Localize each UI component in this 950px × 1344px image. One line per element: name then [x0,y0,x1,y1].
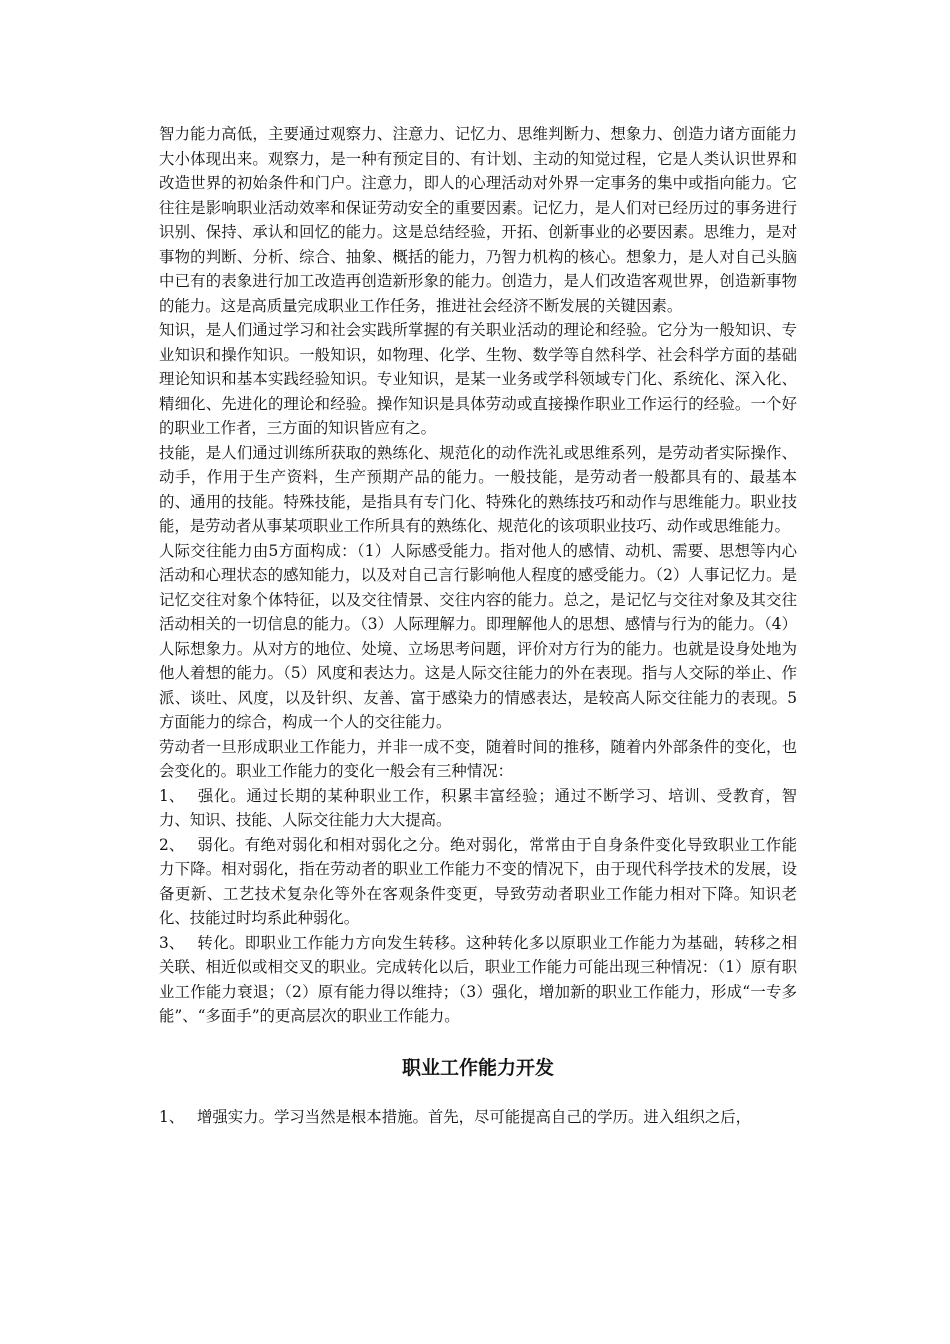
list-number: 1、 [159,1107,185,1126]
list-item-text: 转化。即职业工作能力方向发生转移。这种转化多以原职业工作能力为基础，转移之相关联、相近似或相交叉的职业。完成转化以后，职业工作能力可能出现三种情况：（1）原有职业工作能力衰退；（2）原有能力得以维持；（3）强化，增加新的职业工作能力，形成“一专多能”、“多面手”的更高层次的职业工作能力。 [159,933,797,1025]
section-heading: 职业工作能力开发 [401,1056,554,1079]
list-item-text: 强化。通过长期的某种职业工作，积累丰富经验；通过不断学习、培训、受教育，智力、知识、技能、人际交往能力大大提高。 [159,786,797,829]
list-item-weaken [159,833,797,931]
paragraph-interpersonal: 人际交往能力由5方面构成：（1）人际感受能力。指对他人的感情、动机、需要、思想等内心活动和心理状态的感知能力，以及对自己言行影响他人程度的感受能力。（2）人事记忆力。是记忆交往对象个体特征，以及交往情景、交往内容的能力。总之，是记忆与交往对象及其交往活动相关的一切信息的能力。（3）人际理解力。即理解他人的思想、感情与行为的能力。（4）人际想象力。从对方的地位、处境、立场思考问题，评价对方行为的能力。也就是设身处地为他人着想的能力。（5）风度和表达力。这是人际交往能力的外在表现。指与人交际的举止、作派、谈吐、风度，以及针织、友善、富于感染力的情感表达，是较高人际交往能力的表现。5方面能力的综合，构成一个人的交往能力。 [159,541,797,731]
list-number: 2、 [159,835,185,854]
list-item-text: 弱化。有绝对弱化和相对弱化之分。绝对弱化，常常由于自身条件变化导致职业工作能力下降。相对弱化，指在劳动者的职业工作能力不变的情况下，由于现代科学技术的发展，设备更新、工艺技术复杂化等外在客观条件变更，导致劳动者职业工作能力相对下降。知识老化、技能过时均系此种弱化。 [159,835,797,927]
list-number: 1、 [159,786,185,805]
list-item-transform [159,931,797,1029]
paragraph-intelligence: 智力能力高低，主要通过观察力、注意力、记忆力、思维判断力、想象力、创造力诸方面能力大小体现出来。观察力，是一种有预定目的、有计划、主动的知觉过程，它是人类认识世界和改造世界的初始条件和门户。注意力，即人的心理活动对外界一定事务的集中或指向能力。它往往是影响职业活动效率和保证劳动安全的重要因素。记忆力，是人们对已经历过的事务进行识别、保持、承认和回忆的能力。这是总结经验，开拓、创新事业的必要因素。思维力，是对事物的判断、分析、综合、抽象、概括的能力，乃智力机构的核心。想象力，是人对自己头脑中已有的表象进行加工改造再创造新形象的能力。创造力，是人们改造客观世界，创造新事物的能力。这是高质量完成职业工作任务，推进社会经济不断发展的关键因素。 [159,125,797,315]
paragraph-skills: 技能，是人们通过训练所获取的熟练化、规范化的动作洗礼或思维系列，是劳动者实际操作、动手，作用于生产资料，生产预期产品的能力。一般技能，是劳动者一般都具有的、最基本的、通用的技能。特殊技能，是指具有专门化、特殊化的熟练技巧和动作与思维能力。职业技能，是劳动者从事某项职业工作所具有的熟练化、规范化的该项职业技巧、动作或思维能力。 [159,443,797,535]
list-item-increase-strength [159,1105,797,1130]
list-item-text: 增强实力。学习当然是根本措施。首先，尽可能提高自己的学历。进入组织之后， [197,1107,752,1126]
list-item-strengthen [159,784,797,833]
paragraph-change-intro: 劳动者一旦形成职业工作能力，并非一成不变，随着时间的推移，随着内外部条件的变化，也会变化的。职业工作能力的变化一般会有三种情况： [159,737,797,780]
document-page [159,122,797,1129]
paragraph-knowledge: 知识，是人们通过学习和社会实践所掌握的有关职业活动的理论和经验。它分为一般知识、专业知识和操作知识。一般知识，如物理、化学、生物、数学等自然科学、社会科学方面的基础理论知识和基本实践经验知识。专业知识，是某一业务或学科领域专门化、系统化、深入化、精细化、先进化的理论和经验。操作知识是具体劳动或直接操作职业工作运行的经验。一个好的职业工作者，三方面的知识皆应有之。 [159,321,797,437]
list-number: 3、 [159,933,185,952]
